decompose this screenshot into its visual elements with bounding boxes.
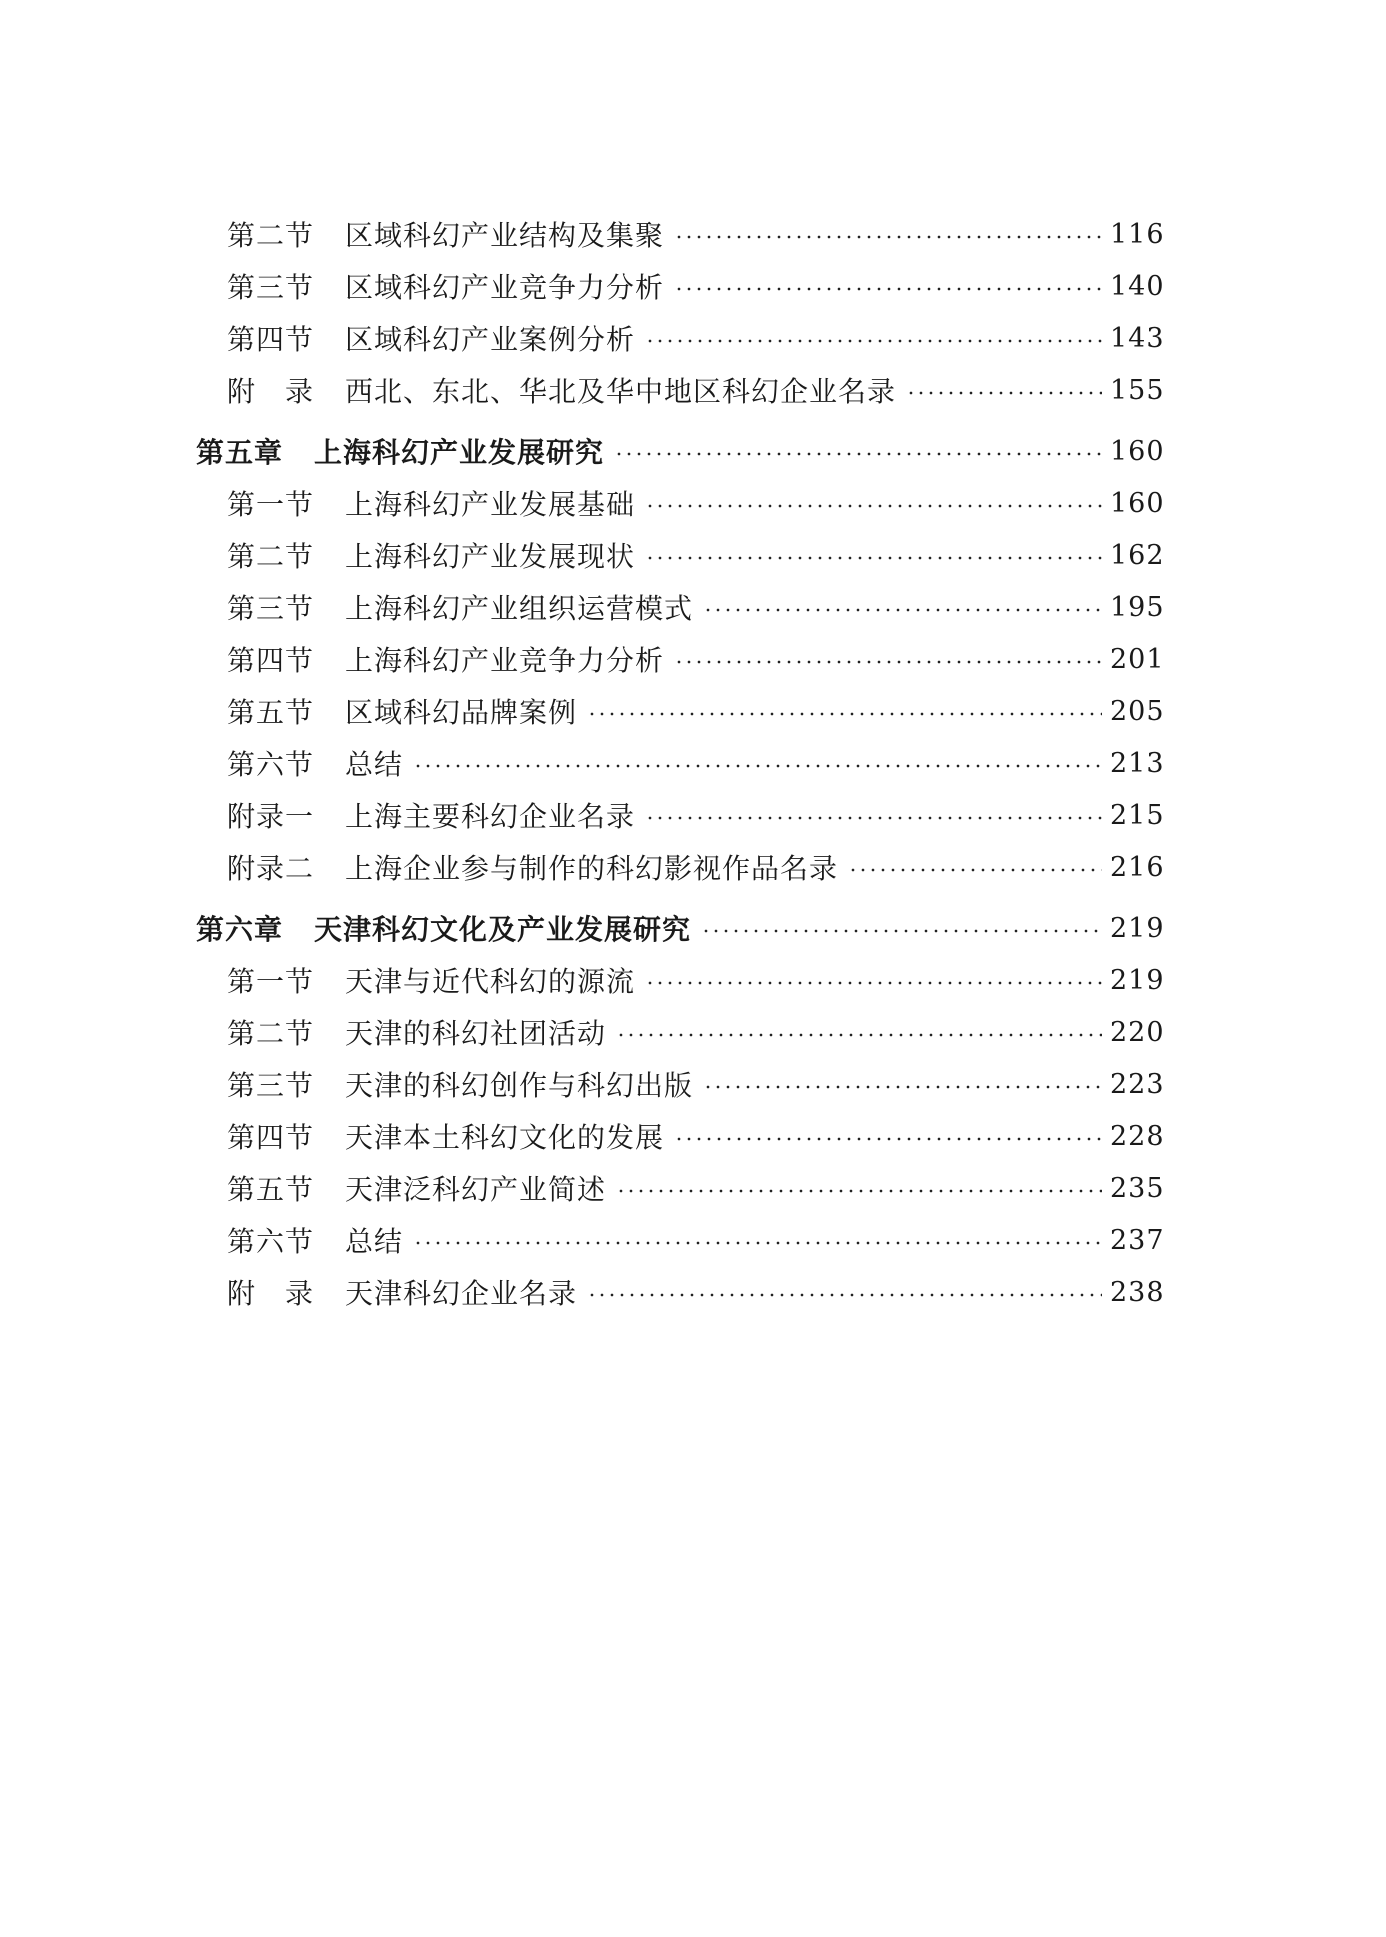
toc-entry-page: 216 [1110, 851, 1165, 883]
toc-entry[interactable] [196, 260, 1165, 312]
toc-entry-page: 143 [1110, 322, 1165, 354]
toc-entry-title: 西北、东北、华北及华中地区科幻企业名录 [345, 375, 897, 408]
toc-entry-title: 上海科幻产业竞争力分析 [345, 644, 665, 677]
toc-entry-title: 天津与近代科幻的源流 [345, 965, 636, 998]
dot-leader [616, 1189, 1102, 1193]
toc-entry-page: 160 [1110, 435, 1165, 467]
toc-entry-label: 第二节 [227, 219, 315, 252]
dot-leader [413, 1241, 1102, 1245]
toc-chapter-entry[interactable] [196, 902, 1165, 954]
toc-entry[interactable] [196, 1006, 1165, 1058]
toc-entry-label: 第五节 [227, 1173, 315, 1206]
toc-entry[interactable] [196, 1266, 1165, 1318]
toc-entry-label: 附 录 [227, 1277, 315, 1310]
toc-entry-page: 223 [1110, 1068, 1165, 1100]
toc-entry[interactable] [196, 529, 1165, 581]
toc-entry-label: 附 录 [227, 375, 315, 408]
dot-leader [674, 660, 1102, 664]
toc-entry-title: 总结 [345, 748, 404, 781]
dot-leader [645, 816, 1102, 820]
toc-entry-title: 区域科幻产业结构及集聚 [345, 219, 665, 252]
dot-leader [616, 1033, 1102, 1037]
dot-leader [645, 339, 1102, 343]
toc-entry-label: 第三节 [227, 271, 315, 304]
toc-entry-page: 155 [1110, 374, 1165, 406]
toc-entry[interactable] [196, 737, 1165, 789]
toc-entry-page: 201 [1110, 643, 1165, 675]
toc-entry-title: 区域科幻产业竞争力分析 [345, 271, 665, 304]
toc-entry-title: 上海科幻产业发展现状 [345, 540, 636, 573]
toc-entry[interactable] [196, 685, 1165, 737]
toc-entry[interactable] [196, 1058, 1165, 1110]
toc-entry-title: 天津的科幻创作与科幻出版 [345, 1069, 694, 1102]
toc-entry-title: 上海企业参与制作的科幻影视作品名录 [345, 852, 839, 885]
toc-entry-page: 228 [1110, 1120, 1165, 1152]
toc-entry[interactable] [196, 1214, 1165, 1266]
toc-entry[interactable] [196, 841, 1165, 893]
toc-entry-label: 第五节 [227, 696, 315, 729]
toc-entry-title: 区域科幻产业案例分析 [345, 323, 636, 356]
toc-entry[interactable] [196, 208, 1165, 260]
toc-entry-label: 第二节 [227, 540, 315, 573]
toc-entry[interactable] [196, 954, 1165, 1006]
toc-entry-page: 237 [1110, 1224, 1165, 1256]
toc-entry-page: 116 [1110, 218, 1165, 250]
toc-entry-page: 235 [1110, 1172, 1165, 1204]
toc-chapter-label: 第五章 [196, 436, 284, 469]
toc-entry-page: 213 [1110, 747, 1165, 779]
dot-leader [674, 287, 1102, 291]
dot-leader [906, 391, 1102, 395]
dot-leader [703, 608, 1102, 612]
toc-entry-title: 天津本土科幻文化的发展 [345, 1121, 665, 1154]
toc-entry-label: 附录一 [227, 800, 315, 833]
toc-chapter-title: 天津科幻文化及产业发展研究 [314, 913, 692, 946]
toc-entry-title: 上海主要科幻企业名录 [345, 800, 636, 833]
toc-entry-label: 第六节 [227, 1225, 315, 1258]
toc-entry-page: 238 [1110, 1276, 1165, 1308]
toc-entry-title: 上海科幻产业发展基础 [345, 488, 636, 521]
toc-entry-label: 附录二 [227, 852, 315, 885]
table-of-contents [196, 208, 1165, 1318]
dot-leader [587, 712, 1102, 716]
toc-entry-label: 第六节 [227, 748, 315, 781]
toc-entry-label: 第二节 [227, 1017, 315, 1050]
dot-leader [413, 764, 1102, 768]
toc-entry-page: 205 [1110, 695, 1165, 727]
toc-entry[interactable] [196, 1110, 1165, 1162]
toc-entry-label: 第一节 [227, 488, 315, 521]
toc-entry[interactable] [196, 1162, 1165, 1214]
dot-leader [674, 235, 1102, 239]
toc-chapter-label: 第六章 [196, 913, 284, 946]
toc-entry-title: 总结 [345, 1225, 404, 1258]
dot-leader [645, 504, 1102, 508]
toc-entry-page: 162 [1110, 539, 1165, 571]
toc-chapter-title: 上海科幻产业发展研究 [314, 436, 605, 469]
toc-entry-page: 219 [1110, 912, 1165, 944]
toc-entry-label: 第三节 [227, 592, 315, 625]
dot-leader [674, 1137, 1102, 1141]
toc-entry-title: 天津的科幻社团活动 [345, 1017, 607, 1050]
toc-entry-title: 上海科幻产业组织运营模式 [345, 592, 694, 625]
toc-entry[interactable] [196, 312, 1165, 364]
toc-entry-page: 215 [1110, 799, 1165, 831]
toc-entry-label: 第四节 [227, 1121, 315, 1154]
toc-entry-label: 第四节 [227, 323, 315, 356]
dot-leader [848, 868, 1102, 872]
toc-entry-title: 天津科幻企业名录 [345, 1277, 578, 1310]
toc-entry-label: 第三节 [227, 1069, 315, 1102]
dot-leader [587, 1293, 1102, 1297]
toc-entry-page: 140 [1110, 270, 1165, 302]
toc-entry-page: 219 [1110, 964, 1165, 996]
toc-chapter-entry[interactable] [196, 425, 1165, 477]
dot-leader [614, 452, 1102, 456]
toc-entry[interactable] [196, 633, 1165, 685]
toc-entry-label: 第一节 [227, 965, 315, 998]
dot-leader [645, 556, 1102, 560]
toc-entry-page: 195 [1110, 591, 1165, 623]
dot-leader [645, 981, 1102, 985]
toc-entry[interactable] [196, 477, 1165, 529]
toc-entry-title: 区域科幻品牌案例 [345, 696, 578, 729]
toc-entry[interactable] [196, 364, 1165, 416]
toc-entry-title: 天津泛科幻产业简述 [345, 1173, 607, 1206]
toc-entry-page: 160 [1110, 487, 1165, 519]
toc-entry-page: 220 [1110, 1016, 1165, 1048]
toc-entry[interactable] [196, 581, 1165, 633]
dot-leader [703, 1085, 1102, 1089]
toc-entry-label: 第四节 [227, 644, 315, 677]
dot-leader [701, 929, 1102, 933]
toc-entry[interactable] [196, 789, 1165, 841]
